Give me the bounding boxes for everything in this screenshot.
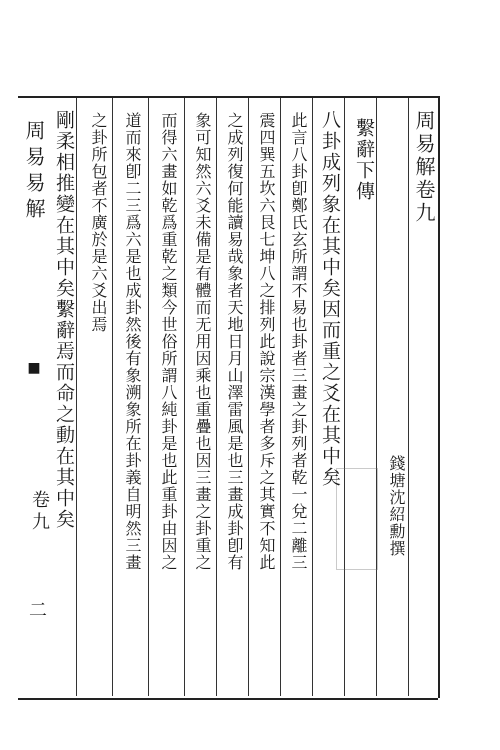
text-column-3: 震四巽五坎六艮七坤八之排列此說宗漢學者多斥之其實不知此 bbox=[257, 112, 276, 571]
column-divider bbox=[76, 98, 77, 696]
text-column-6: 而得六畫如乾爲重乾之類今世俗所謂八純卦是也此重卦由因之 bbox=[159, 112, 178, 571]
section-title: 繫辭下傳 bbox=[353, 118, 375, 202]
column-divider bbox=[344, 98, 345, 696]
column-divider bbox=[280, 98, 281, 696]
text-column-1: 八卦成列象在其中矣因而重之爻在其中矣 bbox=[319, 110, 341, 488]
book-title: 周易解卷九 bbox=[412, 110, 436, 225]
text-column-5: 象可知然六爻未備是有體而无用因乘也重疊也因三畫之卦重之 bbox=[193, 112, 212, 571]
column-divider bbox=[408, 98, 409, 696]
column-divider bbox=[112, 98, 113, 696]
margin-book-title: 周易易解 bbox=[22, 120, 46, 224]
margin-page-number: 二 bbox=[26, 600, 47, 620]
frame-right-border bbox=[438, 96, 440, 698]
column-divider bbox=[184, 98, 185, 696]
text-column-2: 此言八卦卽鄭氏玄所謂不易也卦者三畫之卦列者乾一兌二離三 bbox=[289, 112, 308, 571]
text-column-8: 之卦所包者不廣於是六爻出焉 bbox=[89, 112, 108, 333]
author-line: 錢塘沈紹勳撰 bbox=[387, 455, 406, 557]
column-divider bbox=[216, 98, 217, 696]
text-column-4: 之成列復何能讀易哉象者天地日月山澤雷風是也三畫成卦卽有 bbox=[225, 112, 244, 571]
margin-volume: 卷九 bbox=[29, 490, 50, 534]
seal-stamp bbox=[336, 468, 378, 570]
column-divider bbox=[148, 98, 149, 696]
text-column-7: 道而來卽二三爲六是也成卦然後有象溯象所在卦義自明然三畫 bbox=[123, 112, 142, 571]
column-divider bbox=[248, 98, 249, 696]
text-column-9: 剛柔相推變在其中矣繫辭焉而命之動在其中矣 bbox=[53, 110, 75, 530]
margin-fold-mark: ■ bbox=[26, 360, 42, 378]
column-divider bbox=[376, 98, 377, 696]
column-divider bbox=[312, 98, 313, 696]
